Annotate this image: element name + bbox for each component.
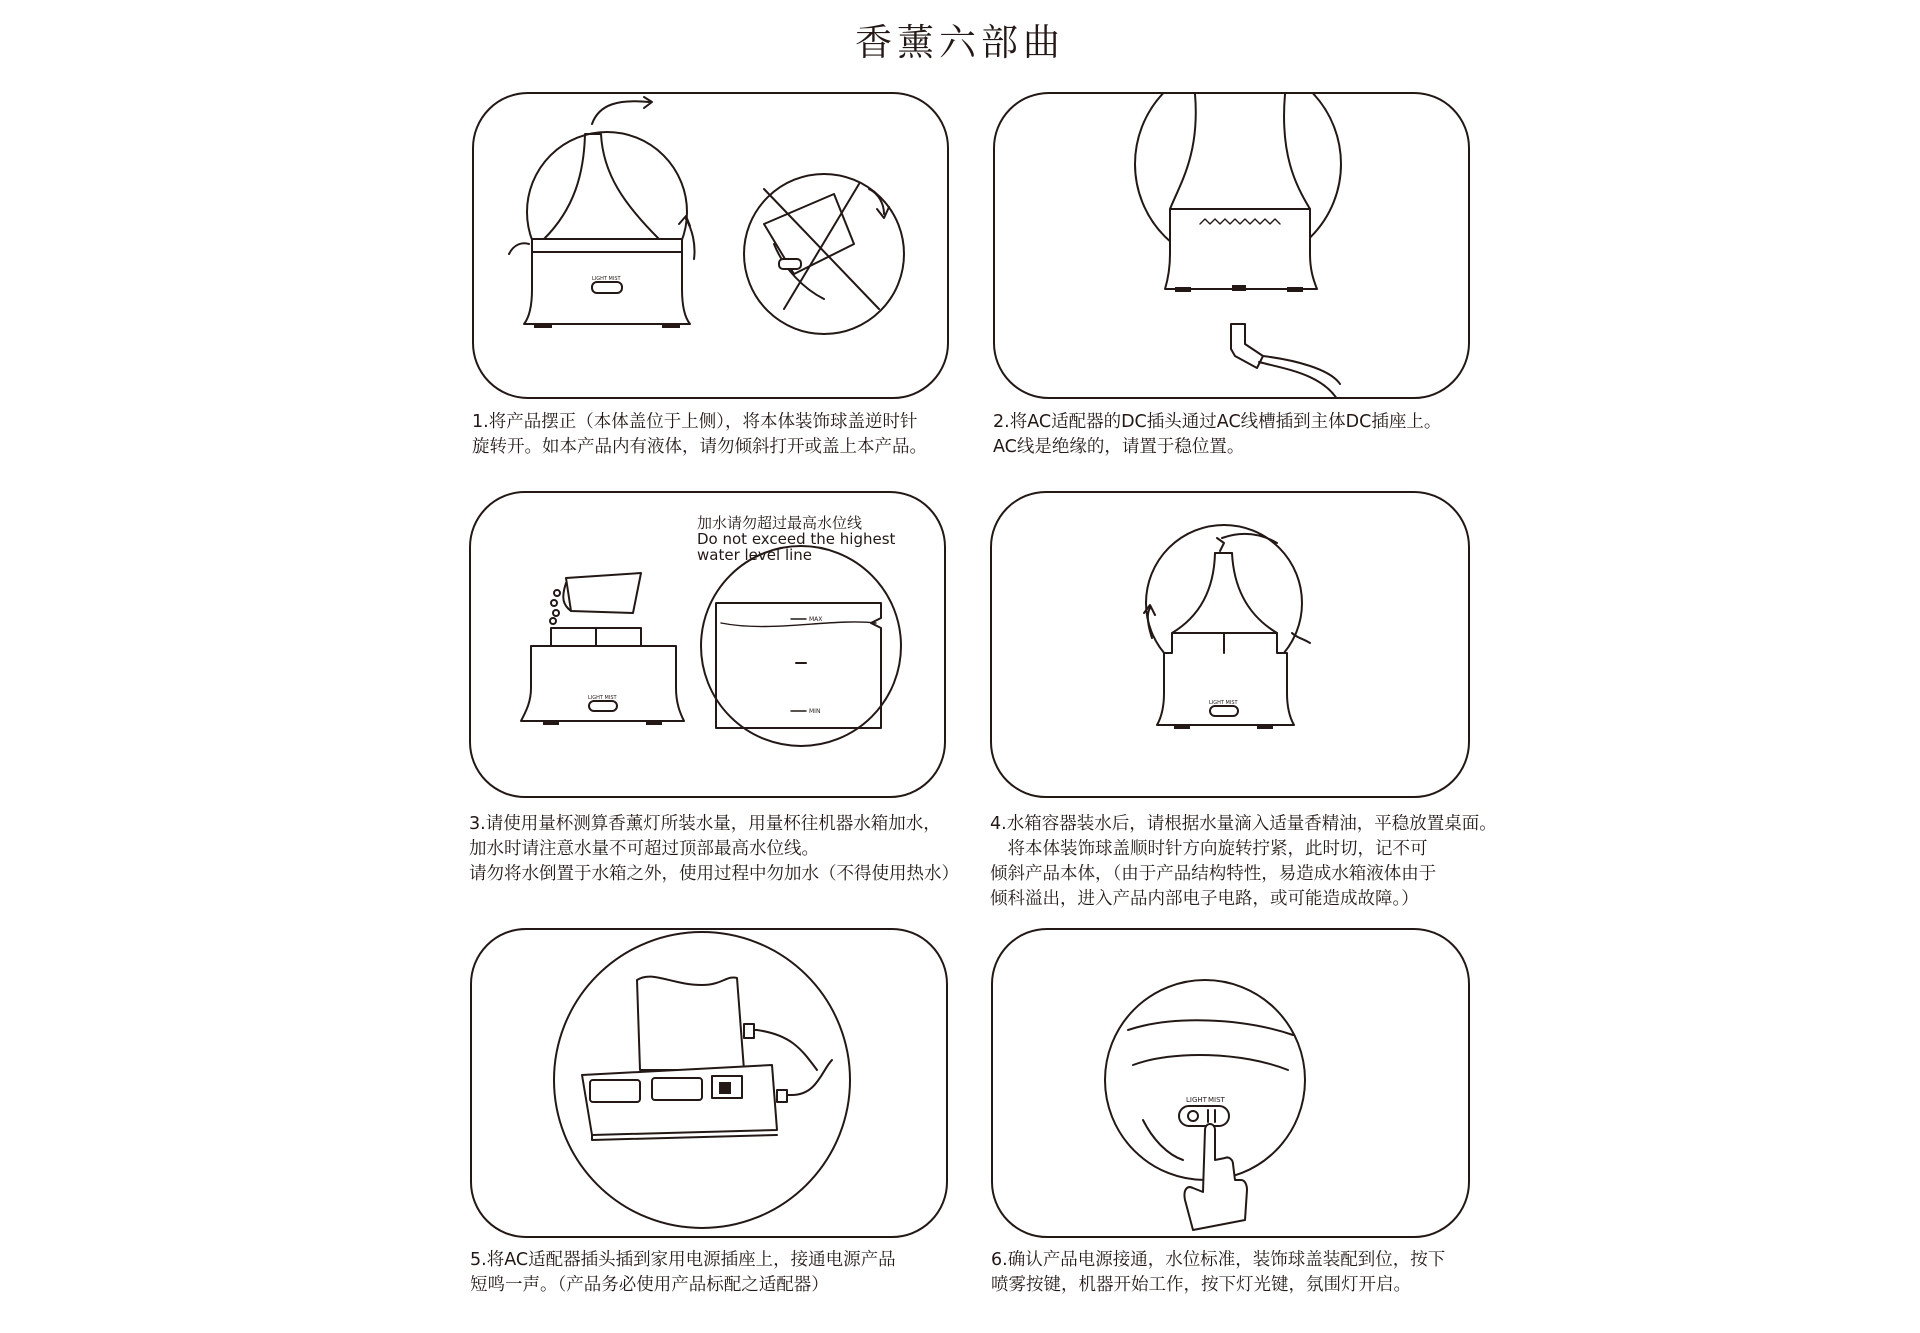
light-label: LIGHT bbox=[1186, 1096, 1207, 1104]
step-4-line-2: 将本体装饰球盖顺时针方向旋转拧紧，此时切，记不可 bbox=[990, 839, 1428, 859]
water-note-en-1: Do not exceed the highest bbox=[697, 530, 896, 548]
step-6-illustration bbox=[991, 928, 1470, 1238]
max-label: MAX bbox=[809, 616, 823, 623]
mist-label: MIST bbox=[1208, 1096, 1225, 1104]
step-3-line-2: 加水时请注意水量不可超过顶部最高水位线。 bbox=[469, 839, 819, 859]
step-6-line-2: 喷雾按键，机器开始工作，按下灯光键，氛围灯开启。 bbox=[991, 1275, 1411, 1295]
step-5-line-2: 短鸣一声。（产品务必使用产品标配之适配器） bbox=[470, 1275, 829, 1295]
step-6-line-1: 6.确认产品电源接通，水位标准，装饰球盖装配到位，按下 bbox=[991, 1250, 1446, 1270]
mist-button[interactable] bbox=[1179, 1106, 1229, 1126]
step-4-caption bbox=[990, 812, 1497, 912]
light-mist-label: LIGHT MIST bbox=[592, 276, 621, 282]
step-4-illustration bbox=[990, 491, 1470, 798]
step-1-illustration bbox=[472, 92, 949, 399]
page-title: 香薰六部曲 bbox=[855, 21, 1065, 64]
step-4-line-1: 4.水箱容器装水后，请根据水量滴入适量香精油，平稳放置桌面。 bbox=[990, 814, 1497, 834]
step-3-line-1: 3.请使用量杯测算香薰灯所装水量，用量杯往机器水箱加水， bbox=[469, 814, 941, 834]
step-4-line-4: 倾科溢出，进入产品内部电子电路，或可能造成故障。） bbox=[990, 889, 1419, 909]
step-2-line-2: AC线是绝缘的，请置于稳位置。 bbox=[993, 437, 1245, 457]
step-4-line-3: 倾斜产品本体，（由于产品结构特性，易造成水箱液体由于 bbox=[990, 864, 1437, 884]
step-1-line-1: 1.将产品摆正（本体盖位于上侧），将本体装饰球盖逆时针 bbox=[472, 412, 918, 432]
step-2-line-1: 2.将AC适配器的DC插头通过AC线槽插到主体DC插座上。 bbox=[993, 412, 1442, 432]
step-3-line-3: 请勿将水倒置于水箱之外，使用过程中勿加水（不得使用热水） bbox=[469, 864, 959, 884]
water-level-note bbox=[697, 515, 895, 563]
light-mist-label-3: LIGHT MIST bbox=[588, 695, 617, 701]
water-note-en-2: water level line bbox=[697, 546, 813, 564]
step-5-caption bbox=[470, 1248, 896, 1298]
step-2-caption bbox=[993, 410, 1441, 460]
step-1-line-2: 旋转开。如本产品内有液体，请勿倾斜打开或盖上本产品。 bbox=[472, 437, 927, 457]
light-mist-label-4: LIGHT MIST bbox=[1209, 700, 1238, 706]
water-note-zh: 加水请勿超过最高水位线 bbox=[697, 514, 863, 532]
step-5-illustration bbox=[470, 928, 948, 1238]
min-label: MIN bbox=[809, 708, 821, 715]
step-2-illustration bbox=[993, 92, 1470, 399]
step-5-line-1: 5.将AC适配器插头插到家用电源插座上，接通电源产品 bbox=[470, 1250, 896, 1270]
step-1-caption bbox=[472, 410, 927, 460]
step-3-caption bbox=[469, 812, 959, 887]
step-6-caption bbox=[991, 1248, 1445, 1298]
